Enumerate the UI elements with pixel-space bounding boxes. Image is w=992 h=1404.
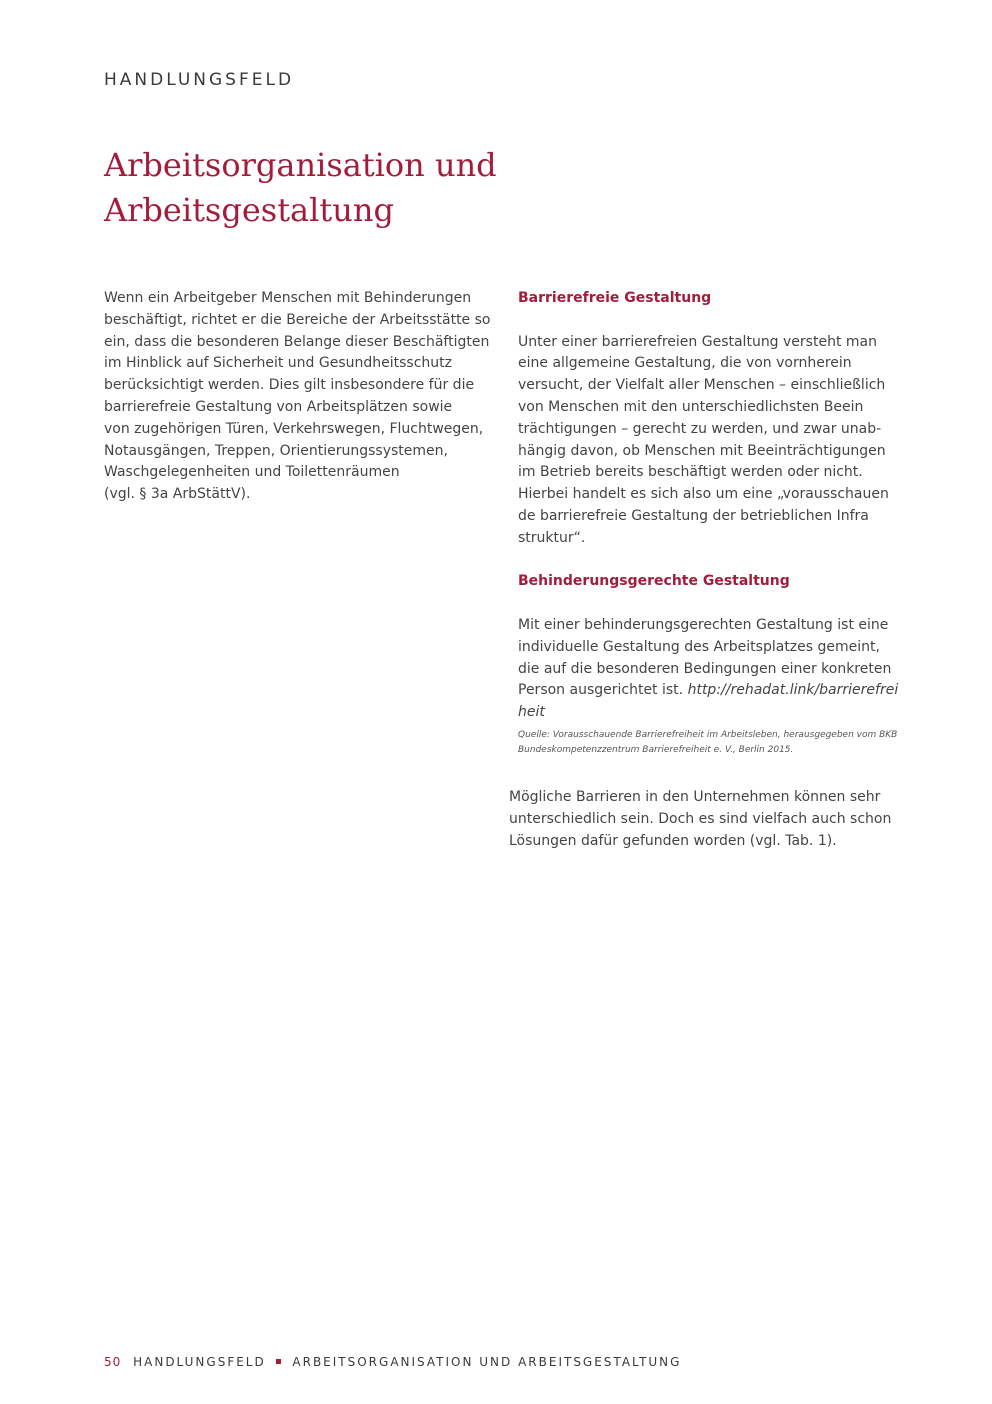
footer-section: HANDLUNGSFELD (133, 1355, 266, 1369)
definition-box (518, 288, 899, 758)
text-line: Lösungen dafür gefunden worden (vgl. Tab. 1). (509, 832, 837, 849)
source-note (518, 728, 898, 758)
text-fragment: Person ausgerichtet ist. (518, 682, 688, 699)
text-line: de barrierefreie Gestaltung der betrieblichen Infra (518, 507, 869, 524)
rehadat-link[interactable]: http://rehadat.link/barrierefrei (687, 682, 899, 699)
text-line: trächtigungen – gerecht zu werden, und zwar unab- (518, 420, 882, 437)
text-line: von Menschen mit den unterschiedlichsten Beein (518, 398, 864, 415)
text-line: unterschiedlich sein. Doch es sind vielfach auch schon (509, 810, 892, 827)
text-line: struktur“. (518, 529, 586, 546)
text-line: die auf die besonderen Bedingungen einer konkreten (518, 660, 892, 677)
page-title (104, 143, 497, 233)
text-line: ein, dass die besonderen Belange dieser Beschäftigten (104, 333, 490, 350)
closing-paragraph (509, 787, 892, 852)
text-line: Mit einer behinderungsgerechten Gestaltung ist eine (518, 616, 889, 633)
intro-paragraph (104, 288, 491, 506)
title-line: Arbeitsorganisation und (104, 146, 497, 184)
text-line: Unter einer barrierefreien Gestaltung versteht man (518, 333, 877, 350)
text-line: eine allgemeine Gestaltung, die von vornherein (518, 355, 852, 372)
text-line: Waschgelegenheiten und Toilettenräumen (104, 464, 400, 481)
text-line: Mögliche Barrieren in den Unternehmen können sehr (509, 789, 881, 805)
text-line: Notausgängen, Treppen, Orientierungssystemen, (104, 442, 448, 459)
heading-behinderungsgerechte-gestaltung: Behinderungsgerechte Gestaltung (518, 573, 790, 590)
text-line: hängig davon, ob Menschen mit Beeinträchtigungen (518, 442, 886, 459)
page-number: 50 (104, 1355, 122, 1369)
text-line: von zugehörigen Türen, Verkehrswegen, Fluchtwegen, (104, 420, 484, 437)
text-line: beschäftigt, richtet er die Bereiche der Arbeitsstätte so (104, 311, 491, 328)
section-kicker: HANDLUNGSFELD (104, 70, 295, 90)
title-line: Arbeitsgestaltung (104, 191, 394, 229)
definition-paragraph (518, 332, 888, 550)
text-line (518, 702, 888, 724)
text-line: im Hinblick auf Sicherheit und Gesundheitsschutz (104, 355, 453, 372)
text-line: (vgl. § 3a ArbStättV). (104, 486, 251, 503)
source-line: Quelle: Vorausschauende Barrierefreiheit im Arbeitsleben, herausgegeben vom BKB (518, 729, 898, 740)
text-line (518, 680, 899, 702)
text-line: Hierbei handelt es sich also um eine „vorausschauen (518, 486, 889, 503)
page-footer (104, 1355, 681, 1369)
footer-chapter: ARBEITSORGANISATION UND ARBEITSGESTALTUNG (292, 1355, 682, 1369)
definition-paragraph (518, 615, 899, 724)
rehadat-link-continued[interactable]: heit (518, 704, 545, 721)
text-line: barrierefreie Gestaltung von Arbeitsplätzen sowie (104, 398, 453, 415)
text-line: Wenn ein Arbeitgeber Menschen mit Behinderungen (104, 290, 472, 306)
text-line: individuelle Gestaltung des Arbeitsplatzes gemeint, (518, 638, 880, 655)
text-line: berücksichtigt werden. Dies gilt insbesondere für die (104, 377, 475, 394)
text-line: im Betrieb bereits beschäftigt werden oder nicht. (518, 464, 863, 481)
square-bullet-icon (276, 1359, 281, 1364)
source-line: Bundeskompetenzzentrum Barrierefreiheit e. V., Berlin 2015. (518, 744, 794, 755)
heading-barrierefreie-gestaltung: Barrierefreie Gestaltung (518, 290, 712, 306)
text-line: versucht, der Vielfalt aller Menschen – einschließlich (518, 377, 886, 394)
